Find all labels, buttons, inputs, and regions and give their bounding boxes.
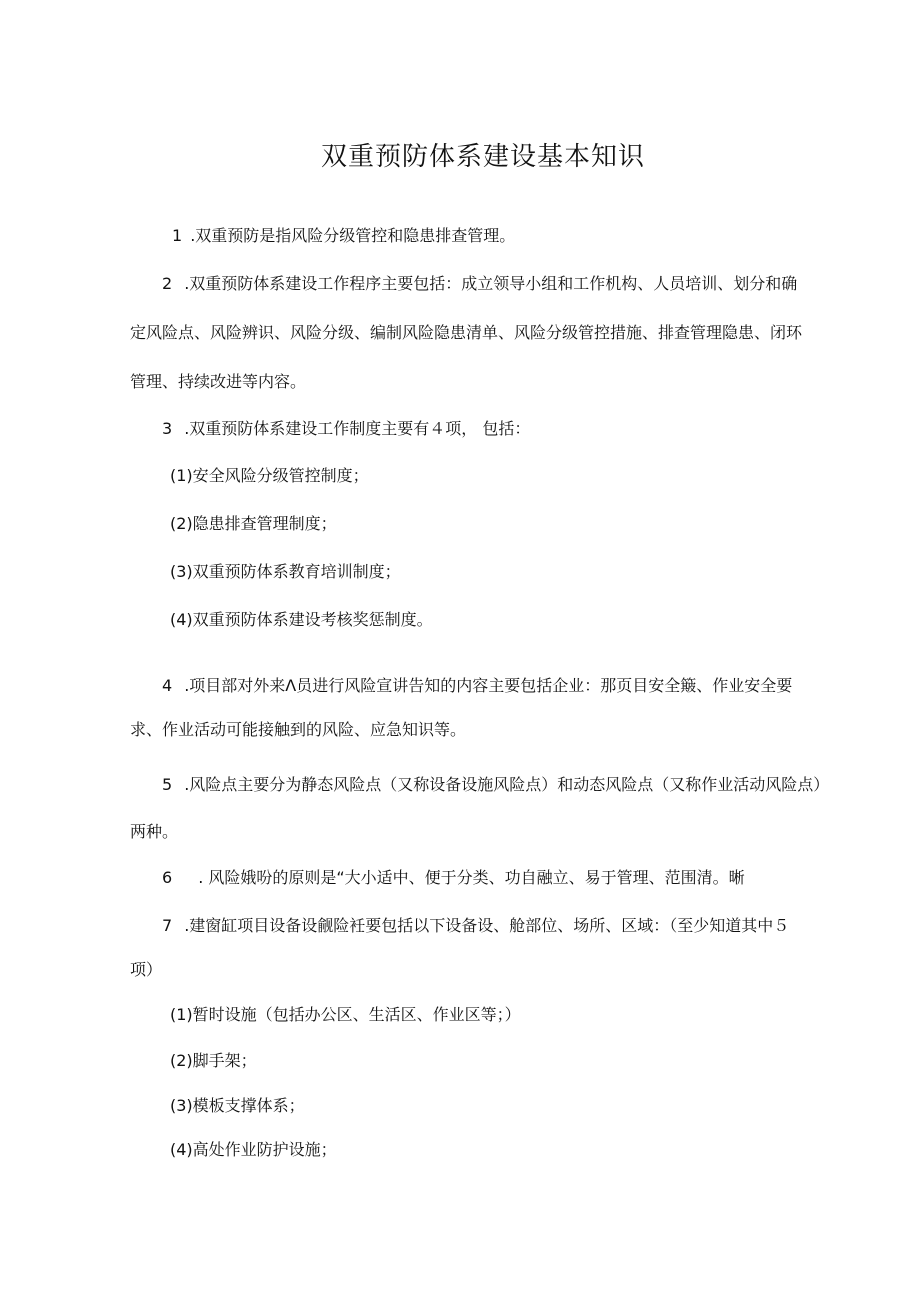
item-4-line-1 [162, 676, 792, 696]
item-number: 3 [162, 419, 173, 438]
item-number: 7 [162, 916, 173, 935]
item-number: 4 [162, 676, 173, 695]
item-number: 2 [162, 274, 173, 293]
item-2-line-3: 管理、持续改进等内容。 [130, 372, 307, 391]
item-text: . 风险娥吩的原则是“大小适中、便于分类、功自融立、易于管理、范围清。晰 [198, 868, 745, 887]
sub-item-number: (3) [170, 1096, 193, 1115]
sub-item-text: 安全风险分级管控制度； [192, 466, 369, 485]
item-5-line-1 [162, 775, 829, 795]
sub-item-number: (2) [170, 1051, 193, 1070]
sub-item-text: 暂时设施（包括办公区、生活区、作业区等；） [192, 1005, 521, 1024]
sub-item-text: 隐患排查管理制度； [192, 514, 337, 533]
sub-item-number: (3) [170, 562, 193, 581]
item-text: .风险点主要分为静态风险点（又称设备设施风险点）和动态风险点（又称作业活动风险点） [184, 775, 830, 794]
item-text: .双重预防是指风险分级管控和隐患排查管理。 [190, 226, 516, 245]
item-text: .双重预防体系建设工作制度主要有４项， 包括： [184, 419, 531, 438]
sub-item-number: (1) [170, 466, 193, 485]
sub-item-number: (4) [170, 1140, 193, 1159]
sub-item [170, 610, 433, 630]
sub-item [170, 1005, 521, 1025]
sub-item [170, 466, 369, 486]
sub-item-text: 双重预防体系建设考核奖惩制度。 [192, 610, 433, 629]
sub-item-text: 脚手架； [192, 1051, 257, 1070]
sub-item-number: (2) [170, 514, 193, 533]
item-text: .建窗缸项目设备设觎险衽要包括以下设备设、舱部位、场所、区域：（至少知道其中５ [184, 916, 790, 935]
item-text: .双重预防体系建设工作程序主要包括：成立领导小组和工作机构、人员培训、划分和确 [184, 274, 798, 293]
sub-item [170, 1051, 257, 1071]
item-number: 1 [172, 226, 183, 245]
document-title: 双重预防体系建设基本知识 [320, 142, 645, 172]
item-5-line-2: 两种。 [130, 822, 179, 841]
sub-item [170, 1140, 337, 1160]
sub-item-text: 模板支撑体系； [192, 1096, 305, 1115]
item-number: 5 [162, 775, 173, 794]
sub-item [170, 514, 337, 534]
item-3-line-1 [162, 419, 530, 439]
sub-item [170, 562, 401, 582]
item-number: 6 [162, 868, 173, 887]
sub-item-text: 双重预防体系教育培训制度； [192, 562, 401, 581]
item-7-line-1 [162, 916, 789, 936]
item-2-line-2: 定风险点、风险辨识、风险分级、编制风险隐患清单、风险分级管控措施、排查管理隐患、闭环 [130, 323, 803, 342]
item-1-line-1 [172, 226, 515, 246]
sub-item-text: 高处作业防护设施； [192, 1140, 337, 1159]
item-4-line-2: 求、作业活动可能接触到的风险、应急知识等。 [130, 720, 467, 739]
sub-item-number: (4) [170, 610, 193, 629]
item-2-line-1 [162, 274, 797, 294]
item-6-line-1 [162, 868, 745, 888]
item-7-line-2: 项） [130, 960, 163, 979]
item-text: .项目部对外来Λ员进行风险宣讲告知的内容主要包括企业：那页目安全簸、作业安全要 [184, 676, 793, 695]
sub-item [170, 1096, 305, 1116]
sub-item-number: (1) [170, 1005, 193, 1024]
